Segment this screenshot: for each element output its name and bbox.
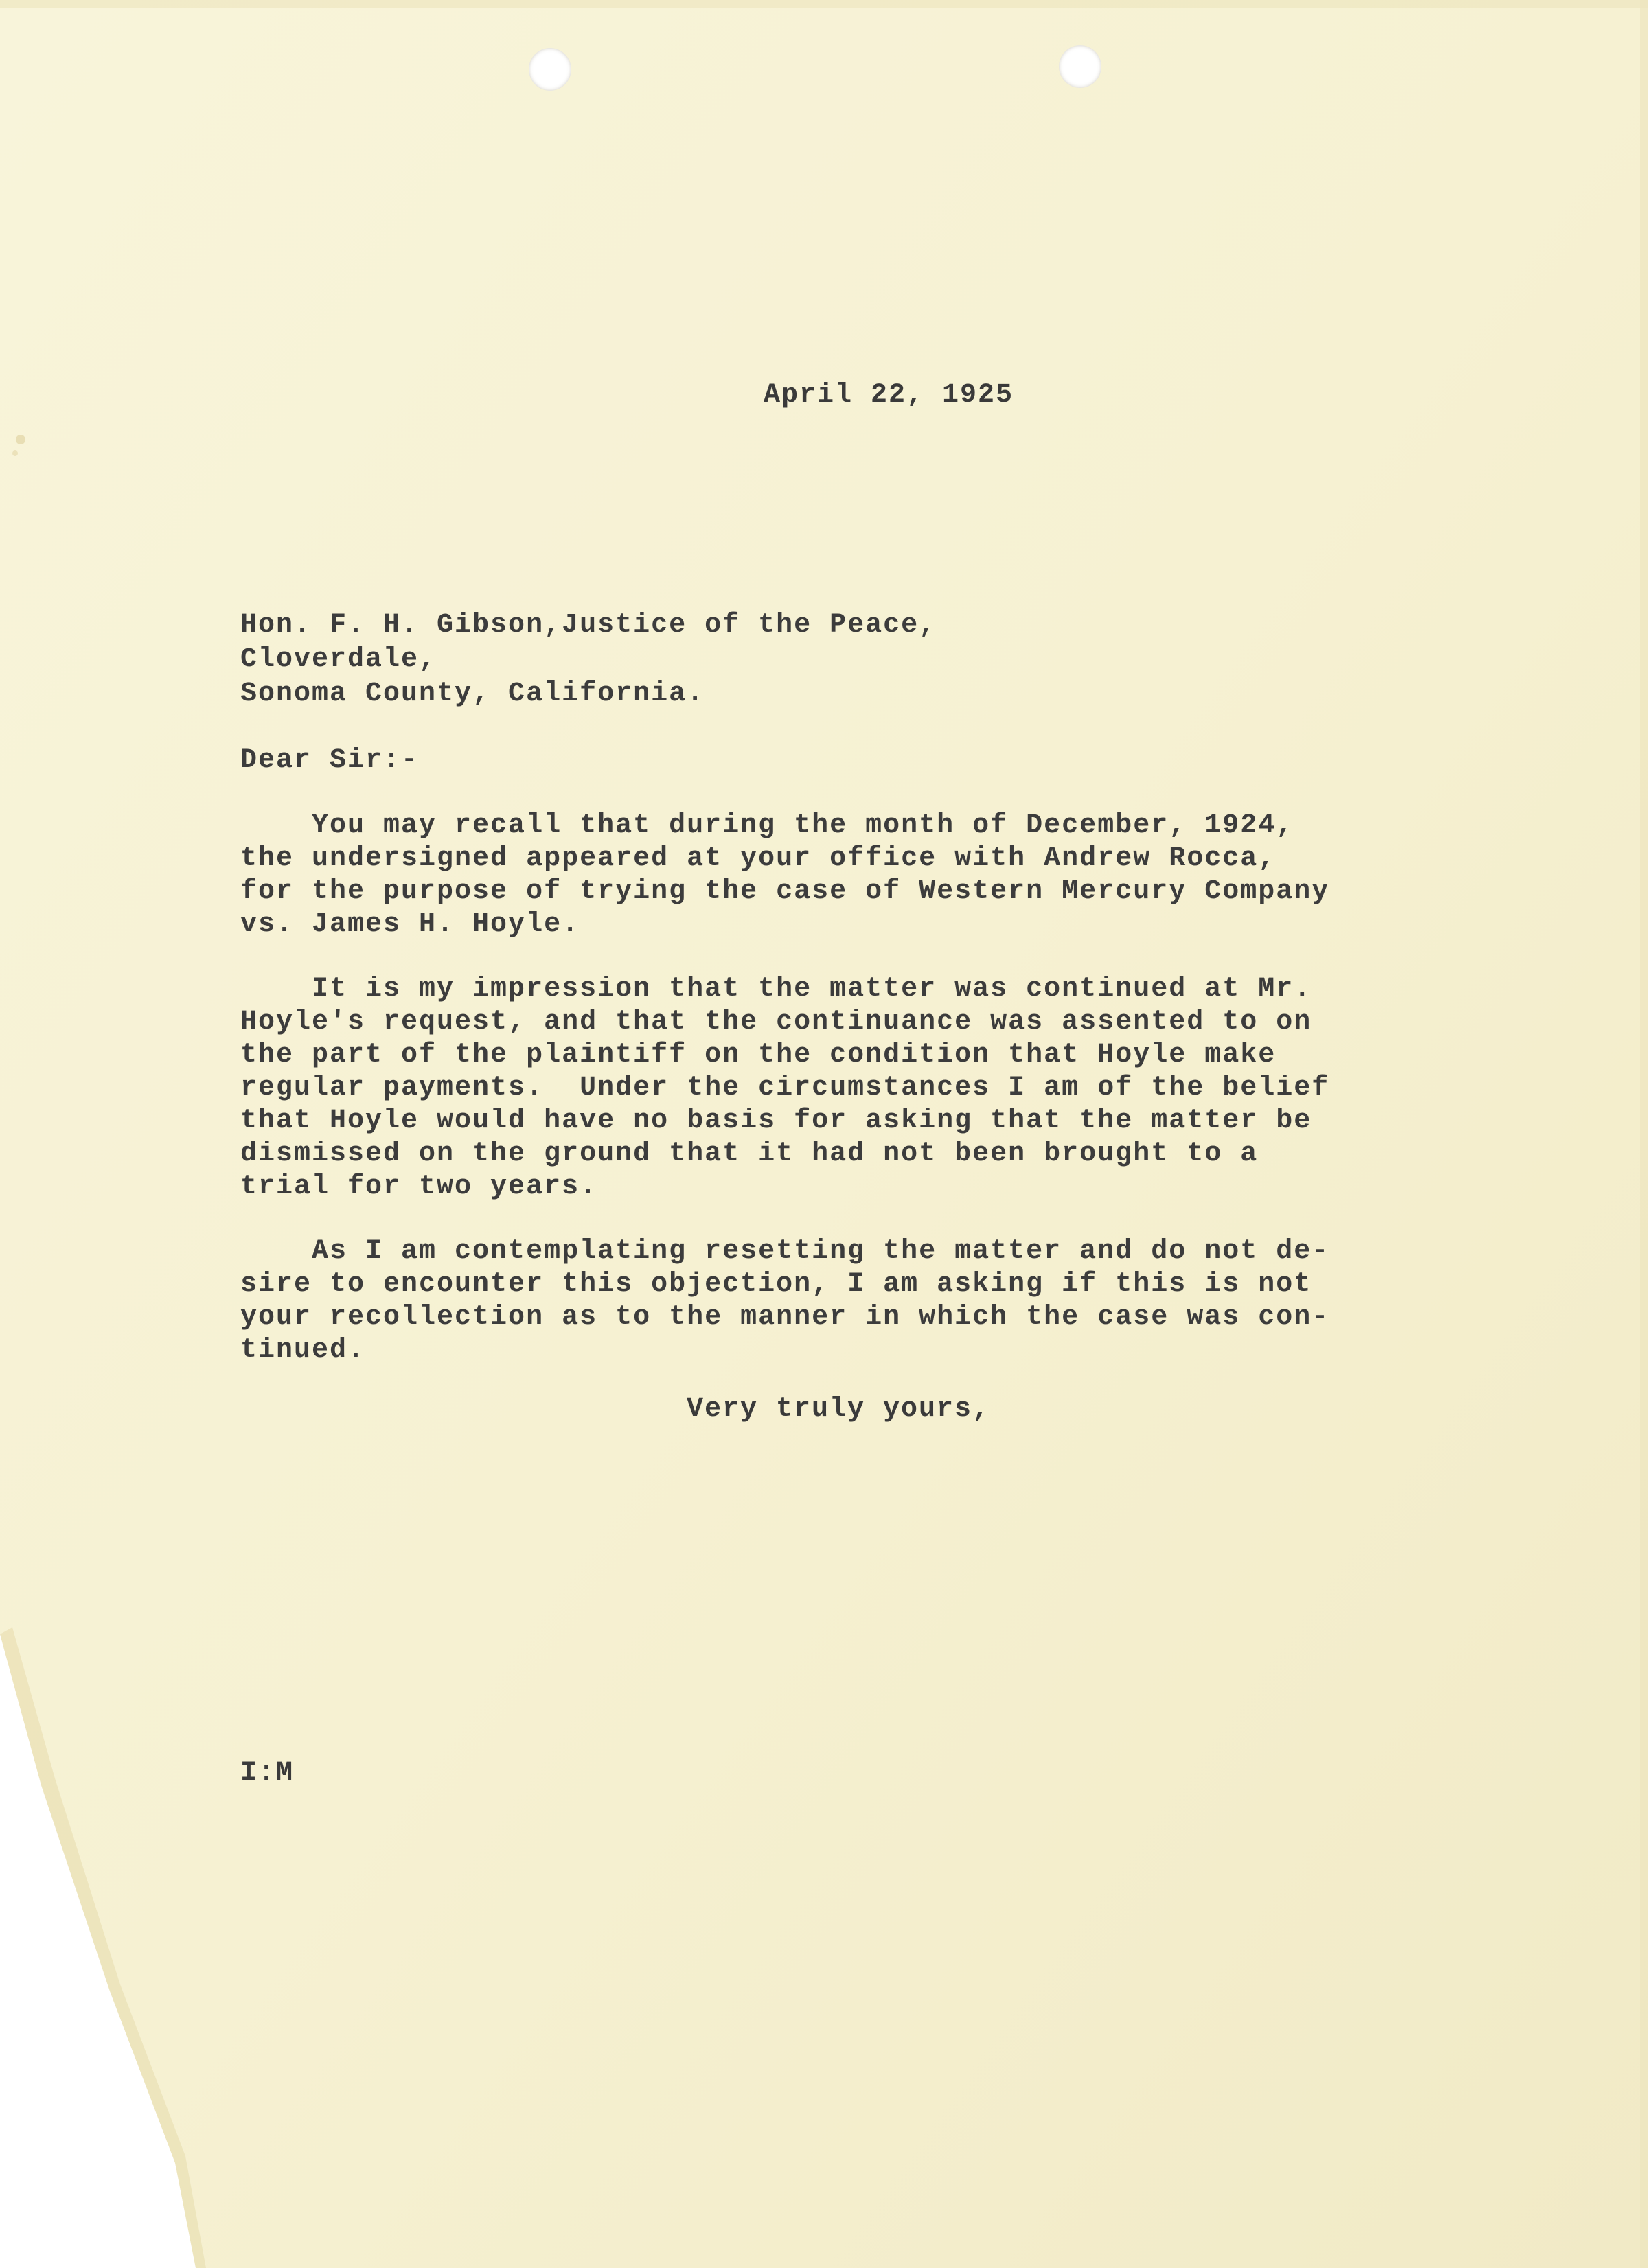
paragraph-line: sire to encounter this objection, I am asking if this is not [240,1269,1312,1300]
recipient-line-3: Sonoma County, California. [240,678,705,709]
paragraph-line: As I am contemplating resetting the matter and do not de- [240,1236,1330,1267]
paragraph-line: the part of the plaintiff on the condition that Hoyle make [240,1040,1277,1070]
recipient-line-1: Hon. F. H. Gibson,Justice of the Peace, [240,610,937,641]
paragraph-line: for the purpose of trying the case of Western Mercury Company [240,876,1330,907]
paragraph-line: dismissed on the ground that it had not been brought to a [240,1138,1259,1169]
paragraph-line: that Hoyle would have no basis for asking that the matter be [240,1106,1312,1136]
recipient-line-2: Cloverdale, [240,644,437,675]
letter-date: April 22, 1925 [764,380,1014,411]
paragraph-line: trial for two years. [240,1171,598,1202]
paragraph-line: You may recall that during the month of December, 1924, [240,810,1294,841]
paragraph-line: the undersigned appeared at your office with Andrew Rocca, [240,843,1277,874]
punch-hole-right [1059,45,1101,88]
punch-hole-left [529,48,571,91]
paragraph-line: vs. James H. Hoyle. [240,909,580,940]
paragraph-line: regular payments. Under the circumstances I am of the belief [240,1073,1330,1103]
paragraph-line: your recollection as to the manner in which the case was con- [240,1302,1330,1333]
salutation: Dear Sir:- [240,745,420,776]
paragraph-line: Hoyle's request, and that the continuance was assented to on [240,1007,1312,1038]
closing: Very truly yours, [687,1394,991,1425]
paragraph-line: tinued. [240,1335,366,1366]
typist-initials: I:M [240,1758,295,1789]
paragraph-line: It is my impression that the matter was continued at Mr. [240,974,1312,1005]
